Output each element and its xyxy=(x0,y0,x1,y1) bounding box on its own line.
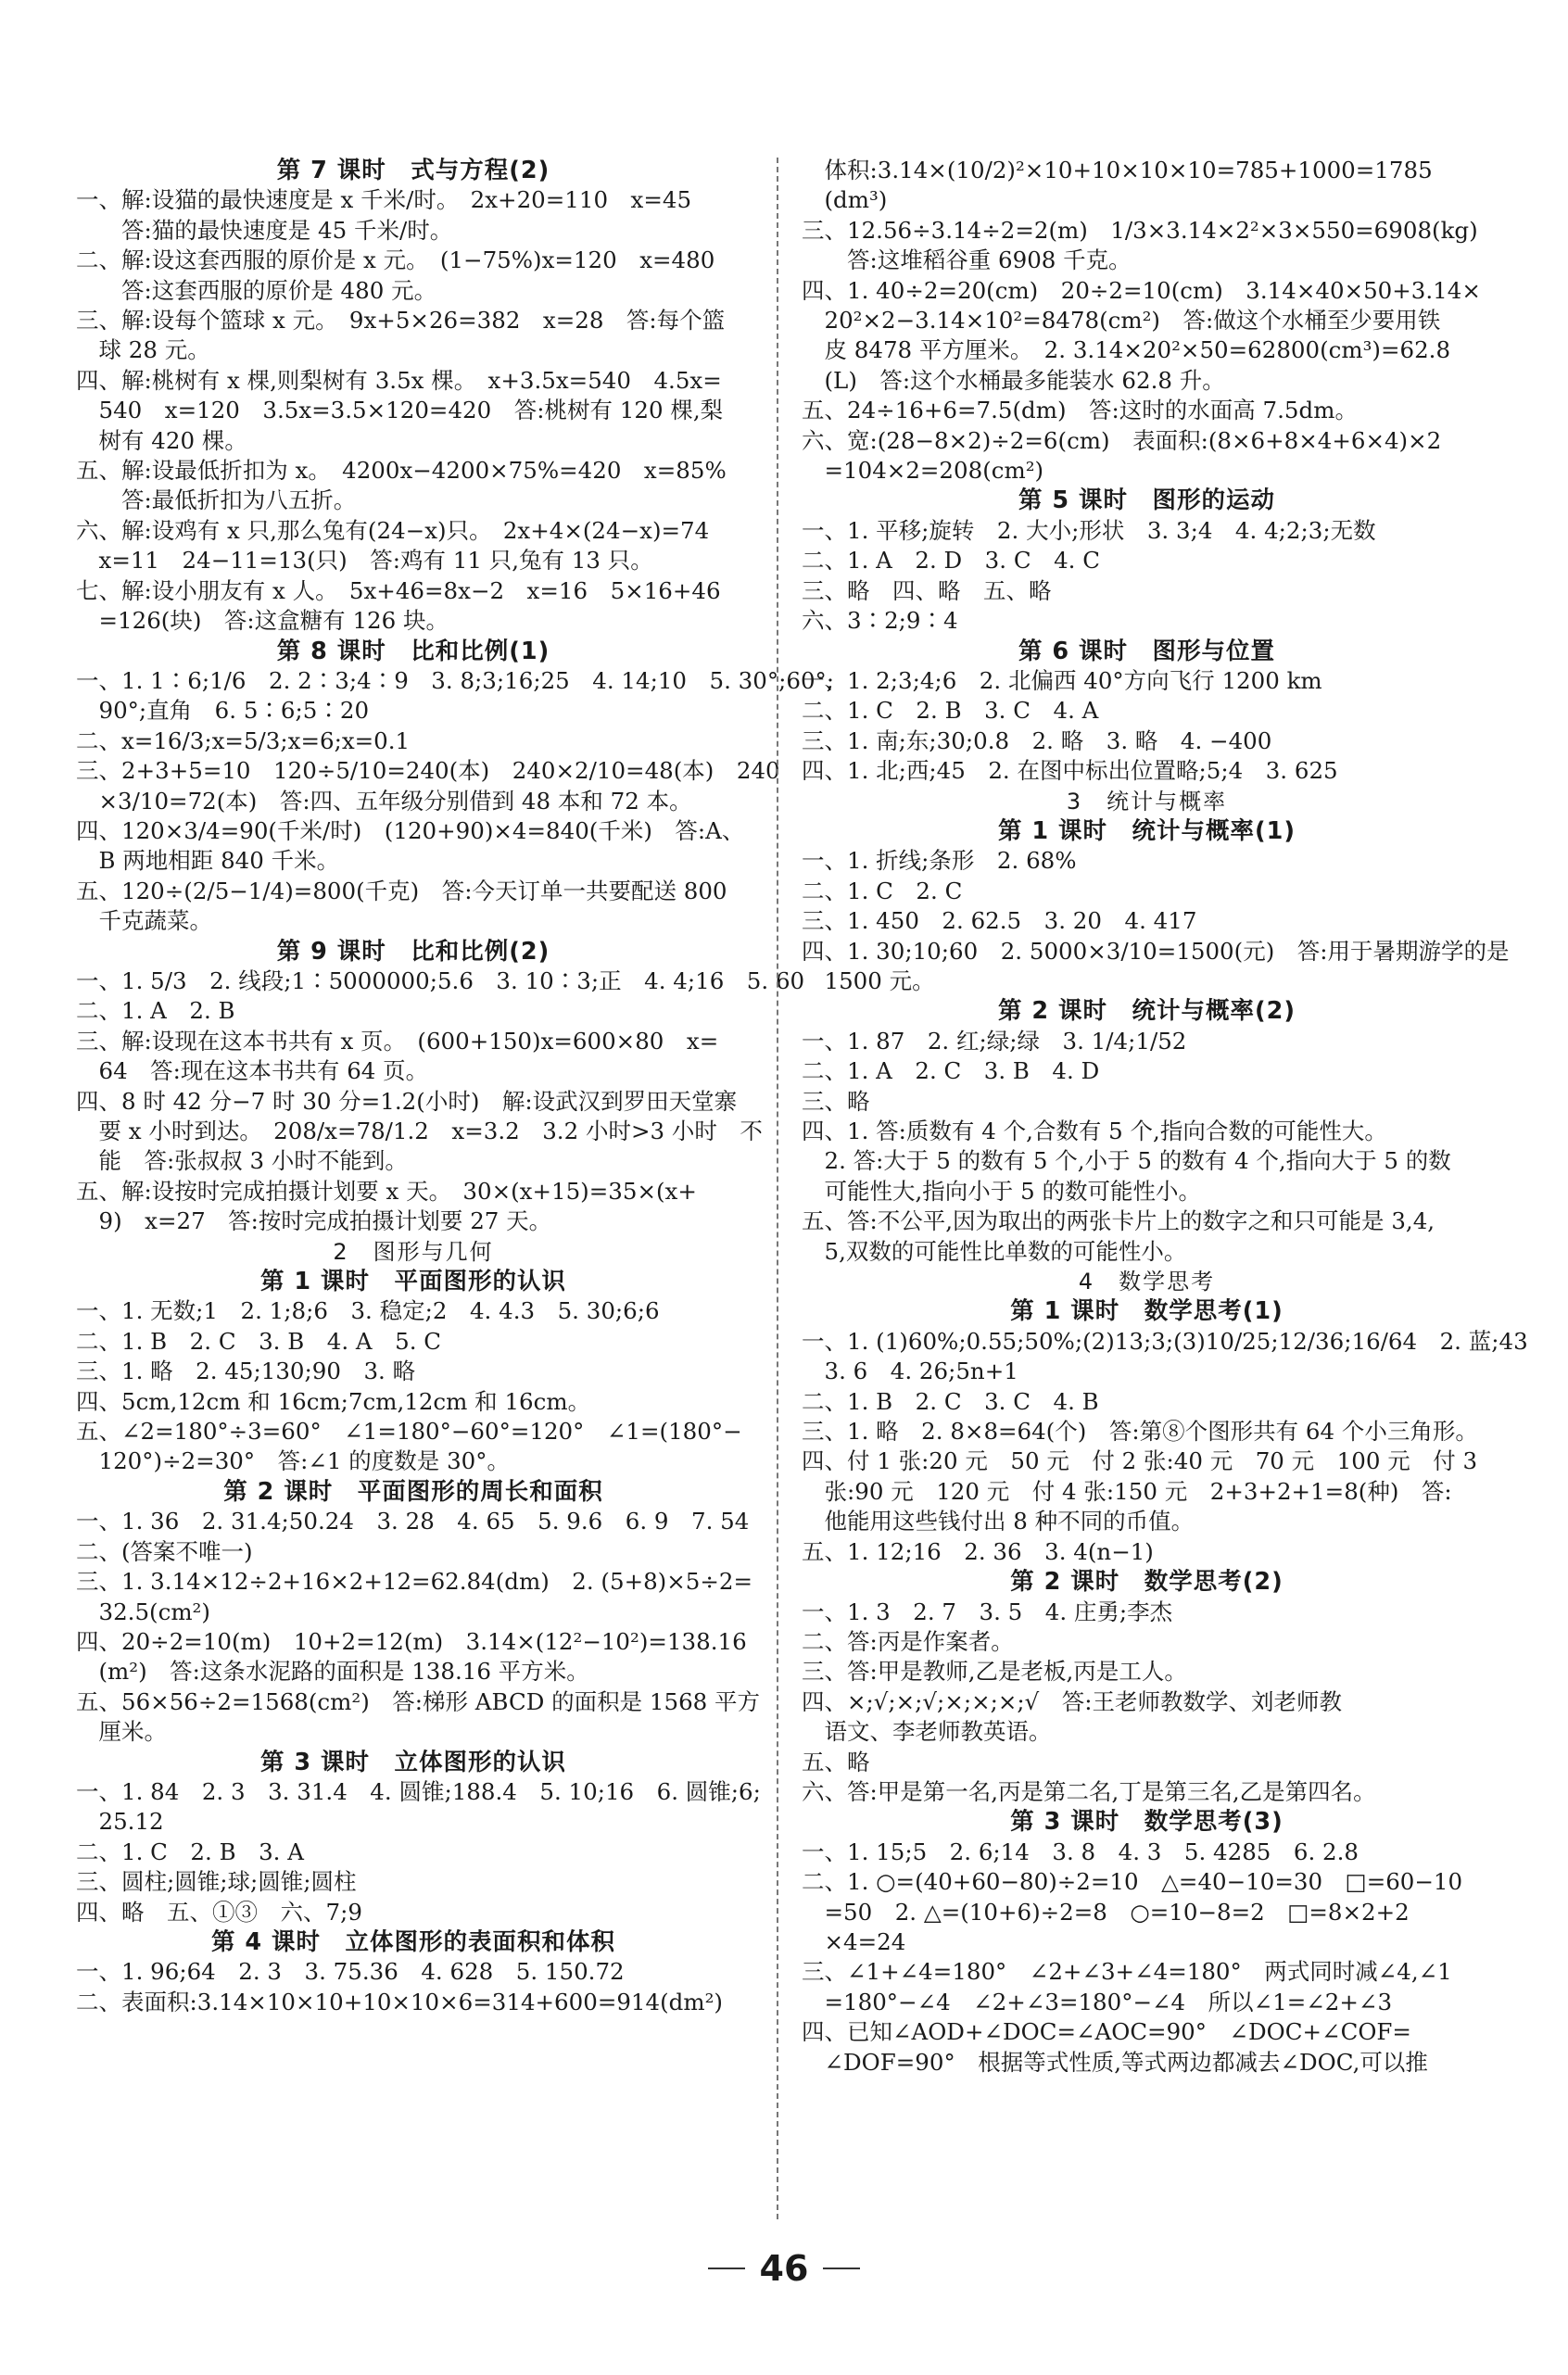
answer-line: 答:最低折扣为八五折。 xyxy=(76,486,357,514)
answer-line: 三、∠1+∠4=180° ∠2+∠3+∠4=180° 两式同时减∠4,∠1 xyxy=(802,1958,1452,1986)
answer-line: 二、1. C 2. C xyxy=(802,877,963,904)
lesson-heading: 第 1 课时 统计与概率(1) xyxy=(997,816,1296,845)
answer-line: 答:这堆稻谷重 6908 千克。 xyxy=(802,246,1132,274)
answer-line: 二、答:丙是作案者。 xyxy=(802,1627,1014,1655)
lesson-heading: 第 2 课时 统计与概率(2) xyxy=(997,997,1296,1026)
page-number: 46 xyxy=(759,2248,809,2289)
answer-line: 六、宽:(28−8×2)÷2=6(cm) 表面积:(8×6+8×4+6×4)×2 xyxy=(802,426,1442,454)
answer-line: 五、答:不公平,因为取出的两张卡片上的数字之和只可能是 3,4, xyxy=(802,1207,1435,1235)
answer-line: 四、5cm,12cm 和 16cm;7cm,12cm 和 16cm。 xyxy=(76,1387,591,1415)
answer-line: 四、1. 答:质数有 4 个,合数有 5 个,指向合数的可能性大。 xyxy=(802,1118,1387,1144)
left-column xyxy=(76,156,835,2017)
lesson-heading: 第 9 课时 比和比例(2) xyxy=(276,937,550,966)
answer-line: 三、圆柱;圆锥;球;圆锥;圆柱 xyxy=(76,1868,357,1896)
answer-line: 球 28 元。 xyxy=(76,336,210,364)
lesson-heading: 第 1 课时 平面图形的认识 xyxy=(260,1268,566,1296)
chapter-heading: 2 图形与几何 xyxy=(333,1238,494,1265)
answer-line: ×4=24 xyxy=(802,1927,906,1955)
lesson-heading: 第 2 课时 平面图形的周长和面积 xyxy=(223,1477,603,1506)
answer-line: 二、表面积:3.14×10×10+10×10×6=314+600=914(dm²) xyxy=(76,1988,723,2015)
answer-line: 语文、李老师教英语。 xyxy=(802,1718,1052,1746)
answer-line: 四、1. 30;10;60 2. 5000×3/10=1500(元) 答:用于暑期游学的是 xyxy=(802,937,1510,965)
answer-line: 七、解:设小朋友有 x 人。 5x+46=8x−2 x=16 5×16+46 xyxy=(76,576,721,604)
answer-line: 90°;直角 6. 5∶6;5∶20 xyxy=(76,697,370,725)
answer-line: 五、∠2=180°÷3=60° ∠1=180°−60°=120° ∠1=(180°− xyxy=(76,1418,742,1446)
answer-line: 二、1. A 2. D 3. C 4. C xyxy=(802,547,1100,575)
answer-line: 一、1. 96;64 2. 3 3. 75.36 4. 628 5. 150.72 xyxy=(76,1958,625,1986)
answer-line: 3. 6 4. 26;5n+1 xyxy=(802,1358,1018,1385)
answer-line: 一、1. 84 2. 3 3. 31.4 4. 圆锥;188.4 5. 10;16 6. 圆锥;6; xyxy=(76,1777,761,1805)
answer-line: 二、1. B 2. C 3. C 4. B xyxy=(802,1387,1099,1415)
answer-line: 一、1. 3 2. 7 3. 5 4. 庄勇;李杰 xyxy=(802,1598,1173,1625)
lesson-heading: 第 7 课时 式与方程(2) xyxy=(276,157,550,184)
answer-line: 一、1. 1∶6;1/6 2. 2∶3;4∶9 3. 8;3;16;25 4. 14;10 5. 30°;60°; xyxy=(76,666,835,694)
chapter-heading: 4 数学思考 xyxy=(1078,1269,1216,1295)
answer-line: 答:这套西服的原价是 480 元。 xyxy=(76,276,437,304)
answer-line: 千克蔬菜。 xyxy=(76,907,212,935)
answer-line: 三、解:设现在这本书共有 x 页。 (600+150)x=600×80 x= xyxy=(76,1027,719,1055)
chapter-heading: 3 统计与概率 xyxy=(1066,788,1228,815)
answer-line: 1500 元。 xyxy=(802,966,935,994)
lesson-heading: 第 8 课时 比和比例(1) xyxy=(276,637,550,665)
answer-line: 64 答:现在这本书共有 64 页。 xyxy=(76,1057,429,1085)
answer-line: 树有 420 棵。 xyxy=(76,426,247,454)
answer-line: 120°)÷2=30° 答:∠1 的度数是 30°。 xyxy=(76,1447,511,1475)
answer-line: 2. 答:大于 5 的数有 5 个,小于 5 的数有 4 个,指向大于 5 的数 xyxy=(802,1147,1451,1175)
lesson-heading: 第 3 课时 立体图形的认识 xyxy=(260,1748,566,1776)
answer-line: 三、1. 450 2. 62.5 3. 20 4. 417 xyxy=(802,907,1197,935)
lesson-heading: 第 1 课时 数学思考(1) xyxy=(1010,1297,1283,1326)
column-divider xyxy=(777,158,778,2219)
answer-line: 三、2+3+5=10 120÷5/10=240(本) 240×2/10=48(本) 240 xyxy=(76,757,780,785)
answer-line: 四、付 1 张:20 元 50 元 付 2 张:40 元 70 元 100 元 付 3 xyxy=(802,1447,1478,1475)
answer-line: =104×2=208(cm²) xyxy=(802,457,1044,485)
answer-line: 二、1. A 2. C 3. B 4. D xyxy=(802,1057,1100,1085)
answer-line: 三、答:甲是教师,乙是老板,丙是工人。 xyxy=(802,1658,1187,1686)
answer-line: ×3/10=72(本) 答:四、五年级分别借到 48 本和 72 本。 xyxy=(76,787,692,815)
answer-line: 五、24÷16+6=7.5(dm) 答:这时的水面高 7.5dm。 xyxy=(802,397,1358,424)
answer-line: (m²) 答:这条水泥路的面积是 138.16 平方米。 xyxy=(76,1658,589,1686)
answer-line: 能 答:张叔叔 3 小时不能到。 xyxy=(76,1147,408,1175)
answer-line: 五、1. 12;16 2. 36 3. 4(n−1) xyxy=(802,1537,1154,1565)
answer-line: 二、1. ○=(40+60−80)÷2=10 △=40−10=30 □=60−10 xyxy=(802,1868,1463,1896)
answer-line: 六、3∶2;9∶4 xyxy=(802,607,958,635)
answer-line: 四、已知∠AOD+∠DOC=∠AOC=90° ∠DOC+∠COF= xyxy=(802,2018,1411,2046)
answer-line: B 两地相距 840 千米。 xyxy=(76,847,340,875)
answer-line: 9) x=27 答:按时完成拍摄计划要 27 天。 xyxy=(76,1207,552,1235)
answer-line: 五、略 xyxy=(802,1748,870,1775)
answer-line: ∠DOF=90° 根据等式性质,等式两边都减去∠DOC,可以推 xyxy=(802,2048,1428,2076)
answer-line: 一、1. 无数;1 2. 1;8;6 3. 稳定;2 4. 4.3 5. 30;6;6 xyxy=(76,1297,660,1325)
lesson-heading: 第 5 课时 图形的运动 xyxy=(1018,486,1275,515)
right-column xyxy=(802,156,1528,2078)
lesson-heading: 第 6 课时 图形与位置 xyxy=(1018,637,1275,665)
answer-line: =126(块) 答:这盒糖有 126 块。 xyxy=(76,607,449,635)
answer-line: 皮 8478 平方厘米。 2. 3.14×20²×50=62800(cm³)=62.8 xyxy=(802,336,1451,364)
answer-line: 五、解:设最低折扣为 x。 4200x−4200×75%=420 x=85% xyxy=(76,457,727,485)
answer-line: 二、1. A 2. B xyxy=(76,997,235,1025)
answer-line: (L) 答:这个水桶最多能装水 62.8 升。 xyxy=(802,366,1225,394)
answer-line: 三、1. 南;东;30;0.8 2. 略 3. 略 4. −400 xyxy=(802,726,1272,754)
answer-line: 一、1. 15;5 2. 6;14 3. 8 4. 3 5. 4285 6. 2.8 xyxy=(802,1838,1359,1865)
answer-line: 五、解:设按时完成拍摄计划要 x 天。 30×(x+15)=35×(x+ xyxy=(76,1177,697,1205)
answer-line: 一、1. 36 2. 31.4;50.24 3. 28 4. 65 5. 9.6 6. 9 7. 54 xyxy=(76,1508,750,1535)
answer-line: 四、1. 北;西;45 2. 在图中标出位置略;5;4 3. 625 xyxy=(802,757,1338,785)
answer-line: 四、略 五、①③ 六、7;9 xyxy=(76,1898,362,1926)
answer-line: 可能性大,指向小于 5 的数可能性小。 xyxy=(802,1177,1201,1205)
answer-line: 一、1. 平移;旋转 2. 大小;形状 3. 3;4 4. 4;2;3;无数 xyxy=(802,516,1376,544)
answer-line: 四、1. 40÷2=20(cm) 20÷2=10(cm) 3.14×40×50+3.14× xyxy=(802,276,1481,304)
answer-line: 三、12.56÷3.14÷2=2(m) 1/3×3.14×2²×3×550=6908(kg) xyxy=(802,216,1478,244)
answer-line: 32.5(cm²) xyxy=(76,1598,210,1625)
answer-line: 三、1. 略 2. 8×8=64(个) 答:第⑧个图形共有 64 个小三角形。 xyxy=(802,1418,1478,1446)
answer-line: 四、解:桃树有 x 棵,则梨树有 3.5x 棵。 x+3.5x=540 4.5x= xyxy=(76,366,722,394)
footer-dash-left xyxy=(708,2268,745,2269)
answer-line: 三、1. 3.14×12÷2+16×2+12=62.84(dm) 2. (5+8)×5÷2= xyxy=(76,1568,752,1596)
answer-line: 三、略 xyxy=(802,1087,870,1115)
answer-line: 一、1. 5/3 2. 线段;1∶5000000;5.6 3. 10∶3;正 4. 4;16 5. 60 xyxy=(76,966,805,994)
answer-line: 答:猫的最快速度是 45 千米/时。 xyxy=(76,216,453,244)
answer-line: 5,双数的可能性比单数的可能性小。 xyxy=(802,1237,1187,1265)
answer-line: 540 x=120 3.5x=3.5×120=420 答:桃树有 120 棵,梨 xyxy=(76,397,724,424)
answer-line: =180°−∠4 ∠2+∠3=180°−∠4 所以∠1=∠2+∠3 xyxy=(802,1988,1393,2015)
answer-line: 三、解:设每个篮球 x 元。 9x+5×26=382 x=28 答:每个篮 xyxy=(76,307,726,335)
lesson-heading: 第 4 课时 立体图形的表面积和体积 xyxy=(211,1927,615,1956)
answer-line: 二、1. C 2. B 3. C 4. A xyxy=(802,697,1099,725)
answer-line: 厘米。 xyxy=(76,1718,167,1746)
answer-line: 20²×2−3.14×10²=8478(cm²) 答:做这个水桶至少要用铁 xyxy=(802,307,1441,335)
lesson-heading: 第 3 课时 数学思考(3) xyxy=(1010,1808,1283,1837)
answer-line: 四、20÷2=10(m) 10+2=12(m) 3.14×(12²−10²)=138.16 xyxy=(76,1627,747,1655)
answer-line: 五、56×56÷2=1568(cm²) 答:梯形 ABCD 的面积是 1568 平方 xyxy=(76,1687,761,1715)
answer-line: 四、×;√;×;√;×;×;×;√ 答:王老师教数学、刘老师教 xyxy=(802,1687,1343,1715)
footer-dash-right xyxy=(823,2268,860,2269)
answer-line: 六、答:甲是第一名,丙是第二名,丁是第三名,乙是第四名。 xyxy=(802,1777,1376,1805)
answer-line: x=11 24−11=13(只) 答:鸡有 11 只,兔有 13 只。 xyxy=(76,547,653,575)
answer-line: 四、8 时 42 分−7 时 30 分=1.2(小时) 解:设武汉到罗田天堂寨 xyxy=(76,1087,738,1115)
answer-line: 二、解:设这套西服的原价是 x 元。 (1−75%)x=120 x=480 xyxy=(76,246,715,274)
lesson-heading: 第 2 课时 数学思考(2) xyxy=(1010,1568,1283,1597)
answer-line: 他能用这些钱付出 8 种不同的币值。 xyxy=(802,1508,1195,1535)
answer-line: 二、x=16/3;x=5/3;x=6;x=0.1 xyxy=(76,726,411,754)
answer-line: 三、1. 略 2. 45;130;90 3. 略 xyxy=(76,1358,416,1385)
answer-line: 25.12 xyxy=(76,1808,164,1836)
answer-line: =50 2. △=(10+6)÷2=8 ○=10−8=2 □=8×2+2 xyxy=(802,1898,1410,1926)
answer-line: 张:90 元 120 元 付 4 张:150 元 2+3+2+1=8(种) 答: xyxy=(802,1477,1452,1505)
answer-line: 要 x 小时到达。 208/x=78/1.2 x=3.2 3.2 小时>3 小时 不 xyxy=(76,1118,763,1144)
answer-line: 一、1. (1)60%;0.55;50%;(2)13;3;(3)10/25;12/36;16/64 2. 蓝;43 xyxy=(802,1327,1528,1355)
answer-line: 一、1. 87 2. 红;绿;绿 3. 1/4;1/52 xyxy=(802,1027,1187,1055)
answer-line: (dm³) xyxy=(802,186,888,214)
answer-line: 一、1. 折线;条形 2. 68% xyxy=(802,847,1077,875)
answer-line: 体积:3.14×(10/2)²×10+10×10×10=785+1000=1785 xyxy=(802,157,1433,183)
answer-line: 一、1. 2;3;4;6 2. 北偏西 40°方向飞行 1200 km xyxy=(802,666,1322,694)
answer-line: 六、解:设鸡有 x 只,那么兔有(24−x)只。 2x+4×(24−x)=74 xyxy=(76,516,710,544)
answer-line: 二、(答案不唯一) xyxy=(76,1537,253,1565)
answer-line: 二、1. B 2. C 3. B 4. A 5. C xyxy=(76,1327,442,1355)
answer-line: 四、120×3/4=90(千米/时) (120+90)×4=840(千米) 答:A、 xyxy=(76,816,745,844)
answer-line: 三、略 四、略 五、略 xyxy=(802,576,1052,604)
page-footer xyxy=(0,2248,1568,2289)
answer-line: 五、120÷(2/5−1/4)=800(千克) 答:今天订单一共要配送 800 xyxy=(76,877,727,904)
answer-line: 一、解:设猫的最快速度是 x 千米/时。 2x+20=110 x=45 xyxy=(76,186,692,214)
answer-line: 二、1. C 2. B 3. A xyxy=(76,1838,304,1865)
